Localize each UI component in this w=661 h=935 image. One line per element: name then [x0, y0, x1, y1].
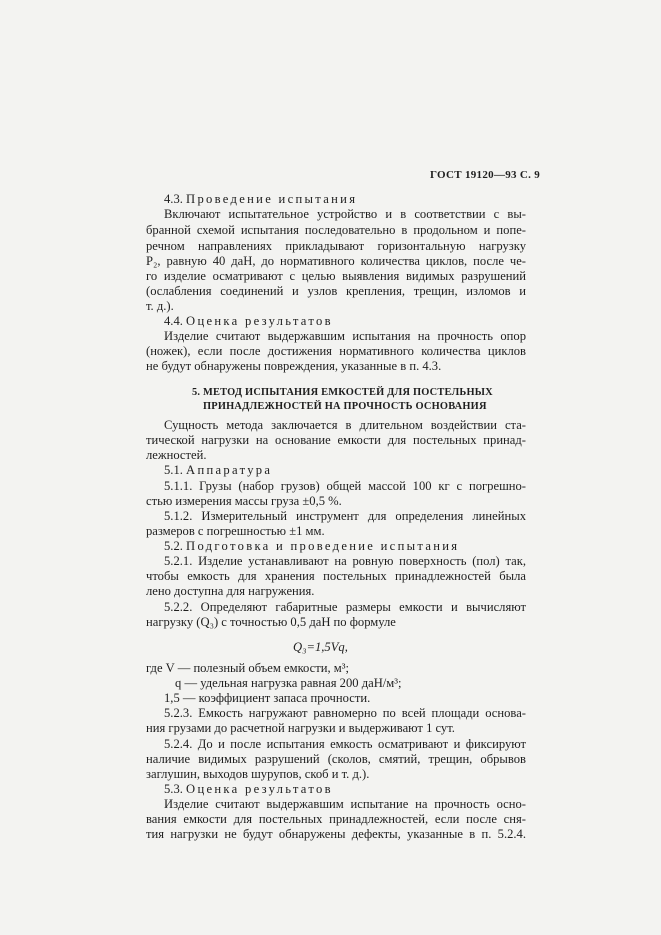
text-line: 5.2.1. Изделие устанавливают на ровную поверхность (пол) так, — [164, 554, 526, 568]
section-5-3-heading — [164, 782, 333, 797]
text-line: речном направлениях прикладывают горизонтальную нагрузку — [146, 239, 526, 253]
text-line: 5.2.2. Определяют габаритные размеры емкости и вычисляют — [164, 600, 526, 614]
section-title: Проведение испытания — [186, 192, 358, 206]
running-header: ГОСТ 19120—93 С. 9 — [430, 169, 541, 181]
text-line: стью измерения массы груза ±0,5 %. — [146, 494, 342, 508]
text-line: бранной схемой испытания последовательно в продольном и попе- — [146, 223, 526, 237]
text-line: нагрузку (Q₃) с точностью 0,5 даН по формуле — [146, 615, 396, 629]
section-4-3-heading — [164, 192, 357, 207]
text-line: 5.2.4. До и после испытания емкость осматривают и фиксируют — [164, 737, 526, 751]
text-line: 1,5 — коэффициент запаса прочности. — [164, 691, 371, 705]
text-line: 5.2.3. Емкость нагружают равномерно по всей площади основа- — [164, 706, 526, 720]
text-line: где V — полезный объем емкости, м³; — [146, 661, 350, 675]
text-line: размеров с погрешностью ±1 мм. — [146, 524, 325, 538]
text-line: Р₂, равную 40 даН, до нормативного количества циклов, после че- — [146, 254, 526, 268]
text-line: тия нагрузки не будут обнаружены дефекты, указанные в п. 5.2.4. — [146, 827, 526, 841]
section-title: Оценка результатов — [186, 782, 333, 796]
text-line: Изделие считают выдержавшим испытание на прочность осно- — [164, 797, 526, 811]
text-line: q — удельная нагрузка равная 200 даН/м³; — [175, 676, 402, 690]
text-line: заглушин, выходов шурупов, скоб и т. д.). — [146, 767, 370, 781]
text-line: Сущность метода заключается в длительном воздействии ста- — [164, 418, 526, 432]
section-title: Подготовка и проведение испытания — [186, 539, 460, 553]
section-5-heading-line1: 5. МЕТОД ИСПЫТАНИЯ ЕМКОСТЕЙ ДЛЯ ПОСТЕЛЬНЫХ — [192, 387, 493, 398]
section-5-2-heading — [164, 539, 459, 554]
text-line: 5.1.1. Грузы (набор грузов) общей массой 100 кг с погрешно- — [164, 479, 526, 493]
section-5-heading-line2: ПРИНАДЛЕЖНОСТЕЙ НА ПРОЧНОСТЬ ОСНОВАНИЯ — [203, 401, 487, 412]
section-number: 5.2. — [164, 539, 183, 553]
text-line: (ослабления соединений и узлов крепления, трещин, изломов и — [146, 284, 526, 298]
text-line: вания емкости для постельных принадлежностей, если после сня- — [146, 812, 526, 826]
text-line: лено доступна для нагружения. — [146, 584, 315, 598]
formula: Q₃=1,5Vq, — [293, 640, 348, 654]
text-line: ния грузами до расчетной нагрузки и выдерживают 1 сут. — [146, 721, 455, 735]
text-line: наличие видимых разрушений (сколов, смятий, трещин, обрывов — [146, 752, 526, 766]
text-line: (ножек), если после достижения нормативного количества циклов — [146, 344, 526, 358]
section-title: Оценка результатов — [186, 314, 333, 328]
text-line: тической нагрузки на основание емкости для постельных принад- — [146, 433, 526, 447]
section-number: 5.1. — [164, 463, 183, 477]
text-line: го изделие осматривают с целью выявления видимых разрушений — [146, 269, 526, 283]
section-5-1-heading — [164, 463, 272, 478]
text-line: не будут обнаружены повреждения, указанные в п. 4.3. — [146, 359, 442, 373]
text-line: чтобы емкость для хранения постельных принадлежностей была — [146, 569, 526, 583]
section-title: Аппаратура — [186, 463, 273, 477]
text-line: 5.1.2. Измерительный инструмент для определения линейных — [164, 509, 526, 523]
section-4-4-heading — [164, 314, 333, 329]
text-line: т. д.). — [146, 299, 174, 313]
text-line: лежностей. — [146, 448, 207, 462]
text-line: Изделие считают выдержавшим испытания на прочность опор — [164, 329, 526, 343]
section-number: 5.3. — [164, 782, 183, 796]
section-number: 4.3. — [164, 192, 183, 206]
section-number: 4.4. — [164, 314, 183, 328]
text-line: Включают испытательное устройство и в соответствии с вы- — [164, 207, 526, 221]
